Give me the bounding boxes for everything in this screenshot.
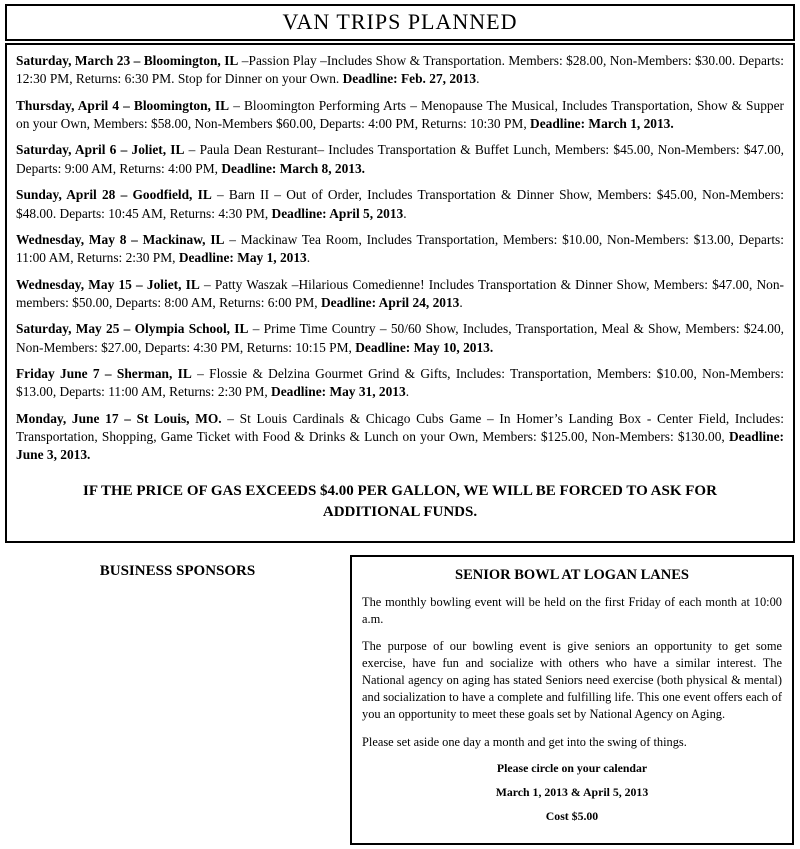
senior-bowl-paragraph-1: The monthly bowling event will be held on the first Friday of each month at 10:00 a.m.	[362, 594, 782, 626]
trip-details: – Barn II – Out of Order, Includes Transportation & Dinner Show, Members: $45.00, Non-Members: $48.00. Departs: 10:45 AM, Returns: 4:30 PM,	[16, 187, 784, 221]
trip-details: – Mackinaw Tea Room, Includes Transportation, Members: $10.00, Non-Members: $13.00, Departs: 11:00 AM, Returns: 2:30 PM,	[16, 231, 784, 266]
trip-date-location: Sunday, April 28 – Goodfield, IL	[16, 187, 212, 203]
trip-details: – Prime Time Country – 50/60 Show, Includes, Transportation, Meal & Show, Members: $24.00, Non-Members: $27.00, Departs: 4:30 PM, Returns: 10:15 PM,	[16, 321, 784, 355]
van-trips-list-box	[5, 43, 795, 543]
trip-entry-8	[16, 365, 784, 402]
trip-date-location: Saturday, March 23 – Bloomington, IL	[16, 53, 239, 68]
trip-entry-6	[16, 276, 784, 313]
trip-details: – Flossie & Delzina Gourmet Grind & Gifts, Includes: Transportation, Members: $10.00, Non-Members: $13.00, Departs: 11:00 AM, Returns: 2:30 PM,	[16, 366, 784, 400]
trip-date-location: Monday, June 17 – St Louis, MO.	[16, 410, 222, 426]
senior-bowl-cost: Cost $5.00	[545, 808, 599, 823]
trip-tail: .	[403, 205, 407, 221]
senior-bowl-paragraph-2: The purpose of our bowling event is give seniors an opportunity to get some exercise, have fun and socialize with others who have a similar interest. The National agency on aging has stated Seniors need exercise (both physical & mental) and socialization to have a complete and fulfilling life. This one event offers each of you an opportunity to meet these goals set by National Agency on Aging.	[362, 639, 782, 722]
trip-tail: .	[459, 294, 463, 310]
trip-deadline: Deadline: June 3, 2013.	[16, 429, 784, 463]
trip-date-location: Saturday, April 6 – Joliet, IL	[16, 142, 185, 158]
trip-tail: .	[476, 71, 480, 87]
senior-bowl-paragraph-3: Please set aside one day a month and get into the swing of things.	[362, 734, 687, 749]
senior-bowl-dates: March 1, 2013 & April 5, 2013	[495, 784, 649, 799]
senior-bowl-box	[350, 555, 794, 845]
trip-date-location: Wednesday, May 8 – Mackinaw, IL	[16, 231, 225, 247]
trip-deadline: Deadline: March 8, 2013.	[221, 160, 366, 176]
trip-date-location: Thursday, April 4 – Bloomington, IL	[16, 97, 230, 113]
trip-deadline: Deadline: May 1, 2013	[178, 250, 307, 266]
trip-entry-9	[16, 410, 784, 465]
senior-bowl-title: SENIOR BOWL AT LOGAN LANES	[455, 566, 689, 583]
page-title: VAN TRIPS PLANNED	[282, 9, 518, 34]
trip-deadline: Deadline: May 10, 2013.	[355, 339, 494, 355]
trip-entry-1	[16, 52, 784, 89]
trip-details: – Paula Dean Resturant– Includes Transportation & Buffet Lunch, Members: $45.00, Non-Members: $47.00, Departs: 9:00 AM, Returns: 4:00 PM,	[16, 142, 784, 176]
trip-deadline: Deadline: April 5, 2013	[271, 205, 404, 221]
trip-deadline: Deadline: March 1, 2013.	[530, 116, 674, 132]
trip-deadline: Deadline: May 31, 2013	[271, 384, 406, 400]
business-sponsors-heading: BUSINESS SPONSORS	[99, 562, 256, 579]
trip-deadline: Deadline: April 24, 2013	[321, 294, 460, 310]
senior-bowl-calendar-heading: Please circle on your calendar	[496, 760, 648, 775]
trip-tail: .	[306, 250, 311, 266]
trip-details: – Patty Waszak –Hilarious Comedienne! Includes Transportation & Dinner Show, Members: $47.00, Non-members: $50.00, Departs: 8:00 AM, Returns: 6:00 PM,	[16, 276, 784, 310]
trip-tail: .	[405, 384, 410, 400]
trip-date-location: Friday June 7 – Sherman, IL	[16, 366, 192, 382]
van-trips-title-box	[5, 4, 795, 41]
trip-entry-2	[16, 97, 784, 134]
trip-deadline: Deadline: Feb. 27, 2013	[342, 71, 477, 87]
trip-entry-4	[16, 186, 784, 223]
trip-details: – Bloomington Performing Arts – Menopause The Musical, Includes Transportation, Show & Supper on your Own, Members: $58.00, Non-Members $60.00, Departs: 4:00 PM, Returns: 10:30 PM,	[16, 97, 784, 132]
trip-date-location: Wednesday, May 15 – Joliet, IL	[16, 276, 200, 292]
trip-entry-5	[16, 231, 784, 268]
trip-entry-3	[16, 141, 784, 178]
trip-details: –Passion Play –Includes Show & Transportation. Members: $28.00, Non-Members: $30.00. Departs: 12:30 PM, Returns: 6:30 PM. Stop for Dinner on your Own.	[16, 53, 784, 87]
trip-date-location: Saturday, May 25 – Olympia School, IL	[16, 321, 249, 337]
bottom-section	[5, 555, 795, 845]
trip-entry-7	[16, 320, 784, 357]
trip-details: – St Louis Cardinals & Chicago Cubs Game – In Homer’s Landing Box - Center Field, Includes: Transportation, Shopping, Game Ticket with Food & Drinks & Lunch on your Own, Members: $125.00, Non-Members: $130.00,	[16, 410, 784, 445]
gas-price-notice: IF THE PRICE OF GAS EXCEEDS $4.00 PER GALLON, WE WILL BE FORCED TO ASK FOR ADDITIONAL FUNDS.	[83, 482, 717, 520]
business-sponsors-column	[5, 555, 350, 580]
